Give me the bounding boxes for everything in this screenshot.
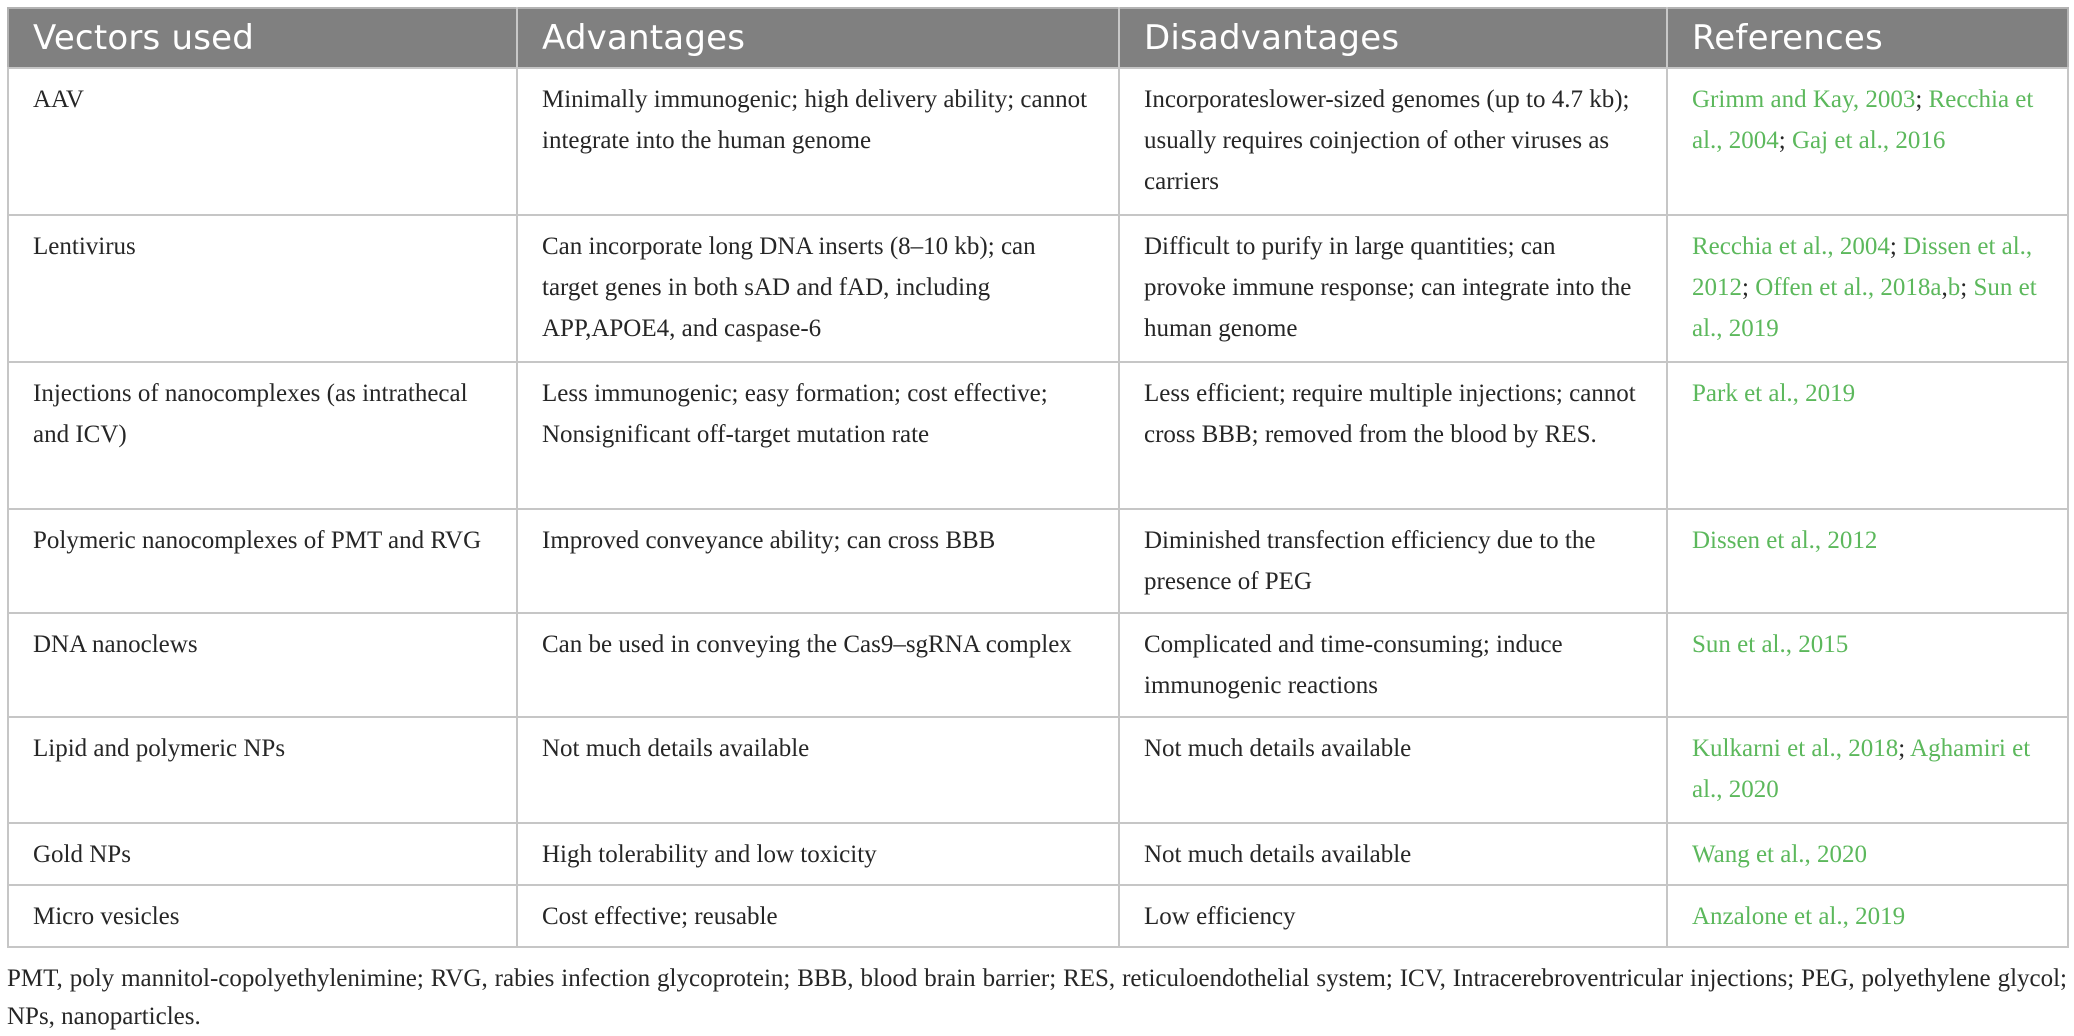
cell-advantages: Less immunogenic; easy formation; cost effective; Nonsignificant off-target mutation rate — [517, 362, 1119, 509]
cell-vector: AAV — [8, 68, 517, 215]
cell-advantages: High tolerability and low toxicity — [517, 823, 1119, 885]
table-row — [8, 68, 2068, 215]
reference-separator: , — [1941, 274, 1948, 301]
cell-references — [1667, 362, 2068, 509]
cell-references — [1667, 823, 2068, 885]
vectors-table-container — [7, 7, 2067, 948]
cell-disadvantages: Incorporateslower-sized genomes (up to 4.7 kb); usually requires coinjection of other viruses as carriers — [1119, 68, 1667, 215]
reference-link[interactable]: Anzalone et al., 2019 — [1692, 903, 1906, 930]
reference-link[interactable]: Recchia et al., 2004 — [1692, 233, 1890, 260]
cell-references — [1667, 215, 2068, 362]
table-row — [8, 215, 2068, 362]
table-row — [8, 362, 2068, 509]
reference-separator: ; — [1915, 86, 1929, 113]
cell-disadvantages: Complicated and time-consuming; induce immunogenic reactions — [1119, 613, 1667, 717]
table-header-row — [8, 8, 2068, 68]
cell-disadvantages: Low efficiency — [1119, 885, 1667, 947]
reference-link[interactable]: Aghamiri et al., 2020 — [1692, 735, 2031, 803]
cell-vector: Injections of nanocomplexes (as intrathecal and ICV) — [8, 362, 517, 509]
reference-separator: ; — [1889, 233, 1904, 260]
reference-link[interactable]: Dissen et al., 2012 — [1692, 527, 1878, 554]
reference-separator: ; — [1898, 735, 1911, 762]
reference-link[interactable]: Offen et al., 2018a — [1755, 274, 1942, 301]
vectors-table — [7, 7, 2069, 948]
reference-link[interactable]: Recchia et al., 2004 — [1692, 86, 2034, 154]
reference-link[interactable]: Grimm and Kay, 2003 — [1692, 86, 1916, 113]
cell-vector: Lentivirus — [8, 215, 517, 362]
cell-advantages: Cost effective; reusable — [517, 885, 1119, 947]
cell-advantages: Can incorporate long DNA inserts (8–10 kb); can target genes in both sAD and fAD, including APP,APOE4, and caspase-6 — [517, 215, 1119, 362]
cell-references — [1667, 613, 2068, 717]
table-footnote: PMT, poly mannitol-copolyethylenimine; RVG, rabies infection glycoprotein; BBB, blood brain barrier; RES, reticuloendothelial system; ICV, Intracerebroventricular injections; PEG, polyethylene glycol; NPs, nanoparticles. — [7, 965, 2067, 1030]
cell-vector: Polymeric nanocomplexes of PMT and RVG — [8, 509, 517, 613]
cell-references — [1667, 68, 2068, 215]
cell-references — [1667, 717, 2068, 823]
reference-separator: ; — [1778, 127, 1792, 154]
cell-references — [1667, 509, 2068, 613]
table-row — [8, 613, 2068, 717]
reference-separator: ; — [1742, 274, 1756, 301]
cell-vector: Gold NPs — [8, 823, 517, 885]
cell-disadvantages: Not much details available — [1119, 717, 1667, 823]
header-disadvantages: Disadvantages — [1119, 8, 1667, 68]
cell-disadvantages: Less efficient; require multiple injections; cannot cross BBB; removed from the blood by RES. — [1119, 362, 1667, 509]
reference-link[interactable]: Park et al., 2019 — [1692, 380, 1856, 407]
reference-link[interactable]: Kulkarni et al., 2018 — [1692, 735, 1899, 762]
cell-references — [1667, 885, 2068, 947]
header-advantages: Advantages — [517, 8, 1119, 68]
header-vectors-used: Vectors used — [8, 8, 517, 68]
cell-advantages: Minimally immunogenic; high delivery ability; cannot integrate into the human genome — [517, 68, 1119, 215]
table-row — [8, 823, 2068, 885]
reference-link[interactable]: Gaj et al., 2016 — [1792, 127, 1946, 154]
cell-disadvantages: Diminished transfection efficiency due to the presence of PEG — [1119, 509, 1667, 613]
reference-link[interactable]: Dissen et al., 2012 — [1692, 233, 2033, 301]
cell-disadvantages: Not much details available — [1119, 823, 1667, 885]
table-row — [8, 509, 2068, 613]
reference-link[interactable]: Sun et al., 2019 — [1692, 274, 2037, 342]
reference-link[interactable]: b — [1947, 274, 1961, 301]
reference-link[interactable]: Wang et al., 2020 — [1692, 841, 1868, 868]
header-references: References — [1667, 8, 2068, 68]
reference-link[interactable]: Sun et al., 2015 — [1692, 631, 1849, 658]
cell-advantages: Not much details available — [517, 717, 1119, 823]
table-row — [8, 717, 2068, 823]
reference-separator: ; — [1960, 274, 1974, 301]
cell-advantages: Can be used in conveying the Cas9–sgRNA complex — [517, 613, 1119, 717]
cell-advantages: Improved conveyance ability; can cross BBB — [517, 509, 1119, 613]
cell-vector: Micro vesicles — [8, 885, 517, 947]
cell-disadvantages: Difficult to purify in large quantities; can provoke immune response; can integrate into the human genome — [1119, 215, 1667, 362]
cell-vector: DNA nanoclews — [8, 613, 517, 717]
table-row — [8, 885, 2068, 947]
cell-vector: Lipid and polymeric NPs — [8, 717, 517, 823]
